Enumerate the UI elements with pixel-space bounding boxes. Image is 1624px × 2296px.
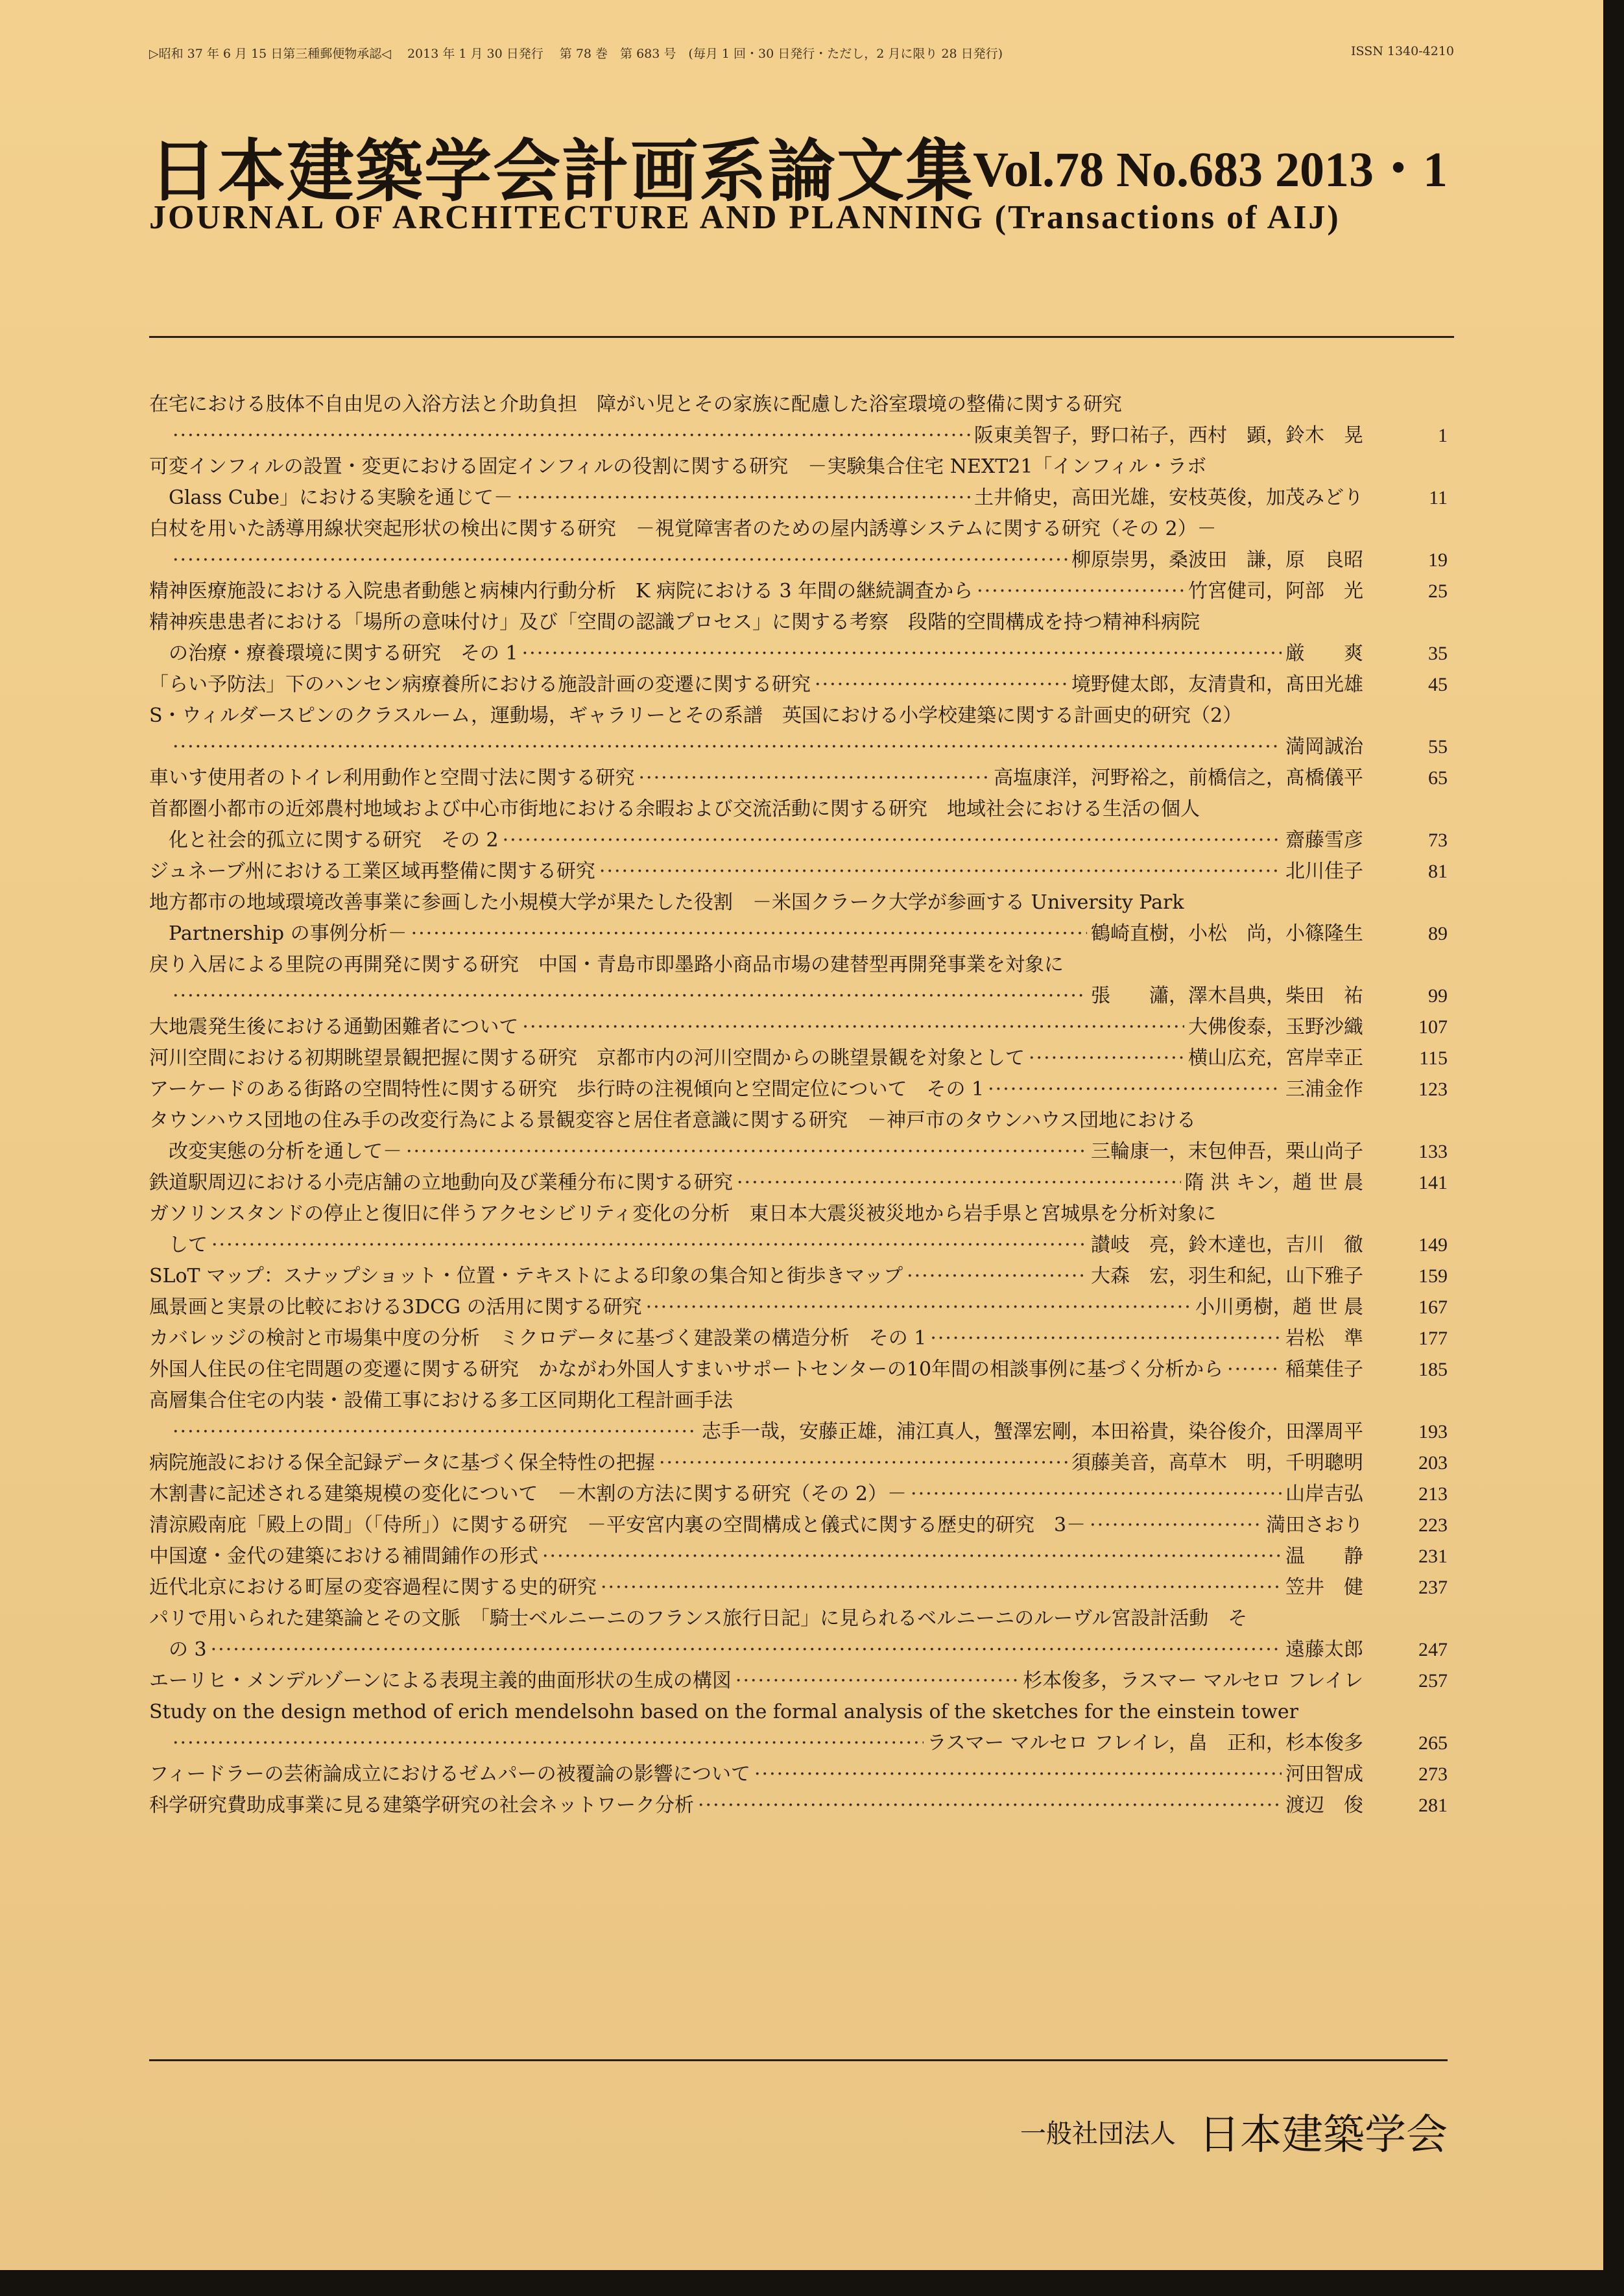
toc-authors: ラスマー マルセロ フレイレ，畠 正和，杉本俊多 [927, 1732, 1363, 1754]
toc-authors: 隋 洪 キン，趙 世 晨 [1184, 1171, 1363, 1194]
toc-authors: 境野健太郎，友清貴和，髙田光雄 [1071, 673, 1363, 696]
dot-leader [411, 918, 1087, 950]
toc-entry [149, 763, 1448, 794]
table-of-contents [149, 389, 1448, 1821]
toc-page-number: 213 [1418, 1483, 1448, 1505]
toc-title-line: 在宅における肢体不自由児の入浴方法と介助負担 障がい児とその家族に配慮した浴室環境の整備に関する研究 [149, 393, 1122, 416]
toc-authors: 笠井 健 [1285, 1576, 1363, 1599]
toc-title: 「らい予防法」下のハンセン病療養所における施設計画の変遷に関する研究 [149, 673, 811, 696]
toc-entry [149, 1385, 1448, 1448]
issn: ISSN 1340-4210 [1351, 44, 1454, 58]
dot-leader [977, 576, 1184, 607]
toc-entry [149, 1199, 1448, 1261]
toc-page-number: 149 [1418, 1234, 1448, 1256]
dot-leader [815, 669, 1068, 700]
toc-authors: 大佛俊泰，玉野沙織 [1188, 1016, 1363, 1038]
toc-title: アーケードのある街路の空間特性に関する研究 歩行時の注視傾向と空間定位について その 1 [149, 1078, 985, 1101]
toc-entry [149, 1697, 1448, 1759]
toc-title: ジュネーブ州における工業区域再整備に関する研究 [149, 860, 595, 883]
toc-title-line: 地方都市の地域環境改善事業に参画した小規模大学が果たした役割 －米国クラーク大学が参画する University Park [149, 891, 1184, 914]
toc-authors: 満岡誠治 [1285, 735, 1363, 758]
toc-page-number: 193 [1418, 1421, 1448, 1442]
dot-leader [930, 1323, 1282, 1354]
publisher-name: 日本建築学会 [1199, 2111, 1448, 2159]
toc-title: 科学研究費助成事業に見る建築学研究の社会ネットワーク分析 [149, 1794, 694, 1817]
toc-entry [149, 389, 1448, 451]
dot-leader [735, 1666, 1019, 1697]
toc-page-number: 167 [1418, 1297, 1448, 1318]
dot-leader [173, 420, 970, 451]
toc-entry [149, 669, 1448, 700]
toc-entry [149, 1167, 1448, 1199]
toc-page-number: 273 [1418, 1764, 1448, 1785]
toc-page-number: 133 [1418, 1141, 1448, 1162]
toc-page-number: 237 [1418, 1577, 1448, 1598]
toc-authors: 讃岐 亮，鈴木達也，吉川 徹 [1091, 1234, 1363, 1256]
toc-authors: 土井脩史，高田光雄，安枝英俊，加茂みどり [974, 486, 1363, 509]
toc-authors: 三浦金作 [1285, 1078, 1363, 1101]
toc-page-number: 203 [1418, 1452, 1448, 1474]
toc-title: 中国遼・金代の建築における補間鋪作の形式 [149, 1545, 538, 1568]
toc-title-line: ガソリンスタンドの停止と復旧に伴うアクセシビリティ変化の分析 東日本大震災被災地から岩手県と宮城県を分析対象に [149, 1202, 1217, 1225]
dot-leader [1227, 1354, 1282, 1385]
toc-page-number: 65 [1428, 767, 1448, 789]
toc-authors: 満田さおり [1266, 1514, 1363, 1537]
toc-entry [149, 451, 1448, 514]
journal-title-en: JOURNAL OF ARCHITECTURE AND PLANNING (Transactions of AIJ) [149, 199, 1341, 236]
toc-page-number: 1 [1438, 425, 1448, 446]
toc-entry [149, 1541, 1448, 1572]
toc-authors: 杉本俊多，ラスマー マルセロ フレイレ [1023, 1669, 1363, 1692]
toc-page-number: 11 [1429, 487, 1448, 508]
toc-page-number: 55 [1428, 736, 1448, 758]
toc-page-number: 107 [1418, 1016, 1448, 1038]
toc-page-number: 141 [1418, 1172, 1448, 1193]
toc-page-number: 265 [1418, 1732, 1448, 1754]
toc-entry [149, 950, 1448, 1012]
dot-leader [599, 856, 1282, 887]
toc-title: フィードラーの芸術論成立におけるゼムパーの被覆論の影響について [149, 1763, 750, 1786]
toc-title: の 3 [169, 1638, 207, 1661]
toc-page-number: 115 [1419, 1047, 1448, 1069]
dot-leader [406, 1136, 1087, 1167]
toc-page-number: 25 [1428, 580, 1448, 602]
dot-leader [988, 1074, 1282, 1105]
toc-entry [149, 576, 1448, 607]
toc-title-line: 精神疾患患者における「場所の意味付け」及び「空間の認識プロセス」に関する考察 段階的空間構成を持つ精神科病院 [149, 611, 1200, 634]
toc-title: 清涼殿南庇「殿上の間」（「侍所」）に関する研究 －平安宮内裏の空間構成と儀式に関する歴史的研究 3－ [149, 1514, 1086, 1537]
dot-leader [542, 1541, 1282, 1572]
toc-entry [149, 1572, 1448, 1603]
toc-title: カバレッジの検討と市場集中度の分析 ミクロデータに基づく建設業の構造分析 その 1 [149, 1327, 927, 1350]
toc-title: 河川空間における初期眺望景観把握に関する研究 京都市内の河川空間からの眺望景観を対象として [149, 1047, 1025, 1070]
toc-page-number: 231 [1418, 1546, 1448, 1567]
toc-entry [149, 1759, 1448, 1790]
dot-leader [754, 1759, 1282, 1790]
toc-page-number: 35 [1428, 643, 1448, 664]
toc-authors: 竹宮健司，阿部 光 [1188, 580, 1363, 603]
toc-authors: 河田智成 [1285, 1763, 1363, 1786]
scan-edge-right [1603, 0, 1624, 2296]
dot-leader [601, 1572, 1282, 1603]
toc-page-number: 281 [1418, 1795, 1448, 1816]
toc-entry [149, 1105, 1448, 1167]
toc-entry [149, 856, 1448, 887]
toc-authors: 高塩康洋，河野裕之，前橋信之，髙橋儀平 [994, 767, 1363, 789]
toc-title: 木割書に記述される建築規模の変化について －木割の方法に関する研究（その 2）－ [149, 1483, 907, 1505]
toc-authors: 大森 宏，羽生和紀，山下雅子 [1091, 1265, 1363, 1287]
toc-title-line: S・ウィルダースピンのクラスルーム，運動場，ギャラリーとその系譜 英国における小学校建築に関する計画史的研究（2） [149, 704, 1243, 727]
dot-leader [173, 981, 1087, 1012]
dot-leader [646, 1292, 1191, 1323]
dot-leader [911, 1479, 1282, 1510]
toc-page-number: 89 [1428, 923, 1448, 944]
toc-authors: 阪東美智子，野口祐子，西村 顕，鈴木 晃 [974, 424, 1363, 447]
dot-leader [522, 638, 1282, 669]
toc-page-number: 81 [1428, 861, 1448, 882]
toc-entry [149, 1043, 1448, 1074]
toc-entry [149, 1354, 1448, 1385]
toc-entry [149, 1323, 1448, 1354]
toc-title: 大地震発生後における通勤困難者について [149, 1016, 519, 1038]
toc-title-line: 高層集合住宅の内装・設備工事における多工区同期化工程計画手法 [149, 1389, 733, 1412]
toc-title-line: タウンハウス団地の住み手の改変行為による景観変容と居住者意識に関する研究 －神戸市のタウンハウス団地における [149, 1109, 1196, 1132]
toc-entry [149, 1074, 1448, 1105]
toc-title: 精神医療施設における入院患者動態と病棟内行動分析 K 病院における 3 年間の継続調査から [149, 580, 973, 603]
dot-leader [211, 1634, 1282, 1666]
toc-authors: 稲葉佳子 [1285, 1358, 1363, 1381]
toc-entry [149, 1448, 1448, 1479]
dot-leader [1029, 1043, 1184, 1074]
toc-entry [149, 1666, 1448, 1697]
dot-leader [1090, 1510, 1262, 1541]
toc-page-number: 257 [1418, 1670, 1448, 1692]
toc-authors: 小川勇樹，趙 世 晨 [1195, 1296, 1363, 1319]
toc-title-line: パリで用いられた建築論とその文脈 「騎士ベルニーニのフランス旅行日記」に見られるベルニーニのルーヴル宮設計活動 そ [149, 1607, 1248, 1630]
top-rule [149, 336, 1454, 338]
dot-leader [517, 483, 970, 514]
toc-entry [149, 1261, 1448, 1292]
toc-entry [149, 1603, 1448, 1666]
toc-title-line: 白杖を用いた誘導用線状突起形状の検出に関する研究 －視覚障害者のための屋内誘導システムに関する研究（その 2）－ [149, 518, 1217, 540]
toc-authors: 渡辺 俊 [1285, 1794, 1363, 1817]
toc-page-number: 73 [1428, 830, 1448, 851]
dot-leader [211, 1230, 1087, 1261]
toc-authors: 張 瀟，澤木昌典，柴田 祐 [1091, 985, 1363, 1007]
toc-title: SLoT マップ：スナップショット・位置・テキストによる印象の集合知と街歩きマップ [149, 1265, 903, 1287]
toc-entry [149, 1012, 1448, 1043]
toc-page-number: 19 [1428, 549, 1448, 571]
toc-page-number: 159 [1418, 1265, 1448, 1287]
dot-leader [173, 1728, 924, 1759]
dot-leader [698, 1790, 1282, 1821]
dot-leader [737, 1167, 1181, 1199]
toc-entry [149, 1479, 1448, 1510]
toc-entry [149, 700, 1448, 763]
toc-page-number: 45 [1428, 674, 1448, 695]
toc-title: Glass Cube」における実験を通じて－ [169, 486, 514, 509]
toc-title: 鉄道駅周辺における小売店舗の立地動向及び業種分布に関する研究 [149, 1171, 733, 1194]
dot-leader [173, 732, 1282, 763]
dot-leader [522, 1012, 1184, 1043]
toc-authors: 遠藤太郎 [1285, 1638, 1363, 1661]
toc-title: 外国人住民の住宅問題の変遷に関する研究 かながわ外国人すまいサポートセンターの10年間の相談事例に基づく分析から [149, 1358, 1224, 1381]
volume-issue: Vol.78 No.683 2013・1 [973, 143, 1448, 197]
toc-authors: 岩松 準 [1285, 1327, 1363, 1350]
postal-note: ▷昭和 37 年 6 月 15 日第三種郵便物承認◁ 2013 年 1 月 30 日発行 第 78 巻 第 683 号 (毎月 1 回・30 日発行・ただし，2 月に限り 28 日発行) [149, 47, 1003, 61]
dot-leader [173, 545, 1068, 576]
toc-entry [149, 1790, 1448, 1821]
toc-page-number: 223 [1418, 1514, 1448, 1536]
bottom-rule [149, 2059, 1448, 2061]
toc-authors: 横山広充，宮岸幸正 [1188, 1047, 1363, 1070]
toc-title: 車いす使用者のトイレ利用動作と空間寸法に関する研究 [149, 767, 635, 789]
toc-title: 近代北京における町屋の変容過程に関する史的研究 [149, 1576, 597, 1599]
toc-page-number: 185 [1418, 1359, 1448, 1380]
dot-leader [907, 1261, 1087, 1292]
toc-page-number: 123 [1418, 1079, 1448, 1100]
toc-title: 改変実態の分析を通して－ [169, 1140, 402, 1163]
toc-page-number: 177 [1418, 1328, 1448, 1349]
toc-entry [149, 1510, 1448, 1541]
toc-authors: 鶴崎直樹，小松 尚，小篠隆生 [1091, 922, 1363, 945]
toc-title-line: 首都圏小都市の近郊農村地域および中心市街地における余暇および交流活動に関する研究 地域社会における生活の個人 [149, 798, 1200, 820]
scan-edge-bottom [0, 2270, 1624, 2296]
toc-entry [149, 887, 1448, 950]
toc-authors: 齋藤雪彦 [1285, 829, 1363, 852]
toc-title: 病院施設における保全記録データに基づく保全特性の把握 [149, 1452, 655, 1474]
toc-title: Partnership の事例分析－ [169, 922, 407, 945]
toc-authors: 三輪康一，末包伸吾，栗山尚子 [1091, 1140, 1363, 1163]
toc-authors: 山岸吉弘 [1285, 1483, 1363, 1505]
toc-title: 風景画と実景の比較における3DCG の活用に関する研究 [149, 1296, 642, 1319]
toc-entry [149, 794, 1448, 856]
publisher-kind: 一般社団法人 [1020, 2118, 1176, 2149]
toc-title: の治療・療養環境に関する研究 その 1 [169, 642, 518, 665]
dot-leader [659, 1448, 1068, 1479]
toc-title-line: 戻り入居による里院の再開発に関する研究 中国・青島市即墨路小商品市場の建替型再開発事業を対象に [149, 953, 1064, 976]
dot-leader [503, 825, 1282, 856]
toc-entry [149, 1292, 1448, 1323]
toc-page-number: 247 [1418, 1639, 1448, 1660]
toc-authors: 北川佳子 [1285, 860, 1363, 883]
header-line [149, 44, 1454, 64]
toc-title-line: 可変インフィルの設置・変更における固定インフィルの役割に関する研究 －実験集合住宅 NEXT21「インフィル・ラボ [149, 455, 1207, 478]
toc-title: して [169, 1234, 208, 1256]
toc-authors: 温 静 [1285, 1545, 1363, 1568]
publisher [1020, 2101, 1448, 2161]
dot-leader [639, 763, 990, 794]
dot-leader [173, 1417, 698, 1448]
toc-entry [149, 607, 1448, 669]
toc-title-line: Study on the design method of erich mendelsohn based on the formal analysis of the sketches for the einstein tower [149, 1701, 1298, 1723]
journal-title-ja: 日本建築学会計画系論文集 [149, 132, 975, 211]
toc-title: エーリヒ・メンデルゾーンによる表現主義的曲面形状の生成の構図 [149, 1669, 732, 1692]
toc-entry [149, 514, 1448, 576]
toc-authors: 志手一哉，安藤正雄，浦江真人，蟹澤宏剛，本田裕貴，染谷俊介，田澤周平 [702, 1420, 1363, 1443]
toc-authors: 厳 爽 [1285, 642, 1363, 665]
toc-authors: 須藤美音，高草木 明，千明聰明 [1071, 1452, 1363, 1474]
toc-authors: 柳原崇男，桑波田 謙，原 良昭 [1071, 549, 1363, 571]
toc-page-number: 99 [1428, 985, 1448, 1007]
toc-title: 化と社会的孤立に関する研究 その 2 [169, 829, 499, 852]
